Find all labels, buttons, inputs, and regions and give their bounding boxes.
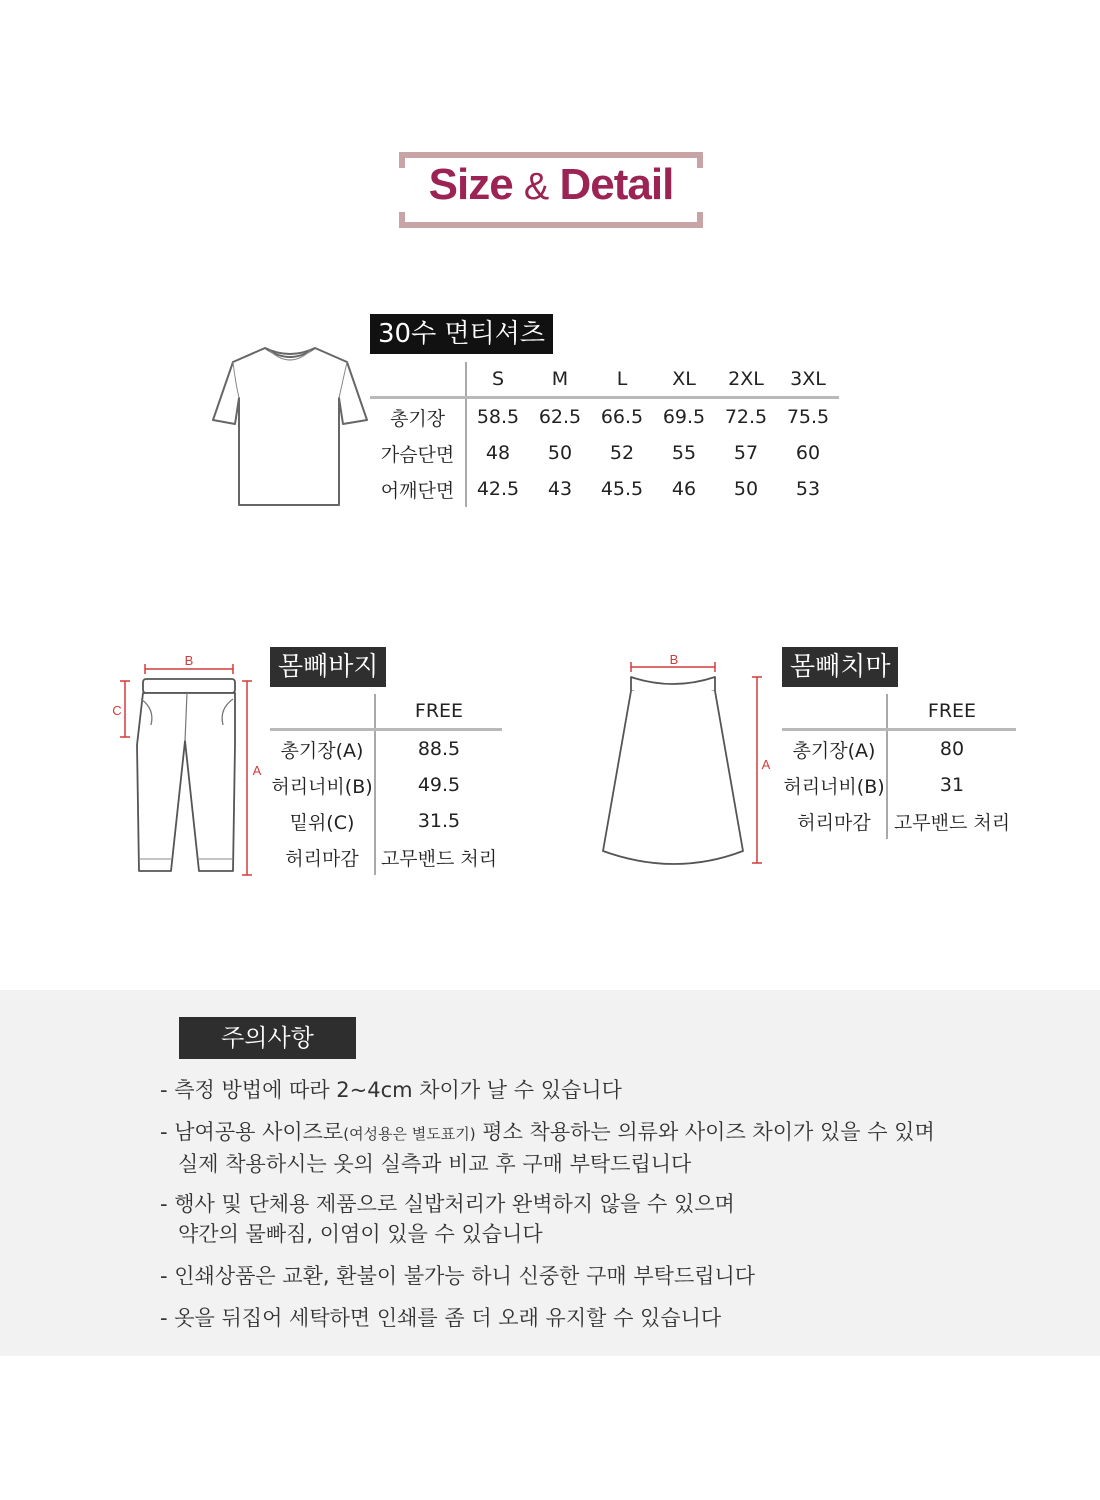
note-continuation: 약간의 물빠짐, 이염이 있을 수 있습니다 [178,1222,543,1246]
table-row [270,730,502,768]
skirt-title: 몸빼치마 [782,647,898,687]
table-row [782,730,1016,768]
table-header-row [782,694,1016,730]
table-cell: 66.5 [600,406,644,428]
table-header-cell: XL [653,362,715,398]
note-item [160,1261,755,1291]
title-word: Detail [559,160,674,209]
note-text: - 측정 방법에 따라 2~4cm 차이가 날 수 있습니다 [160,1078,622,1102]
table-cell: 80 [939,738,965,760]
table-header-row [270,694,502,730]
table-header-cell: L [591,362,653,398]
table-header-cell: 2XL [715,362,777,398]
title-word: Size [428,160,513,209]
table-corner-cell [270,694,375,730]
marker-b: B [669,652,679,667]
skirt-size-table [782,694,1016,839]
header-frame-corner [399,212,405,228]
marker-a: A [761,757,771,772]
table-header-cell: 3XL [777,362,839,398]
row-label: 총기장(A) [782,730,887,768]
table-cell: 58.5 [476,406,520,428]
table-row [370,471,839,507]
table-row [782,803,1016,839]
table-header-cell: FREE [375,694,502,730]
header-frame-corner [697,212,703,228]
tshirt-size-table [370,362,839,507]
table-cell: 49.5 [417,774,461,796]
pants-title: 몸빼바지 [270,647,386,687]
table-cell: 42.5 [476,478,520,500]
table-cell: 46 [671,478,697,500]
table-cell: 72.5 [724,406,768,428]
note-text: - 남여공용 사이즈로 [160,1120,344,1144]
row-label: 총기장(A) [270,730,375,768]
row-label: 어깨단면 [370,471,466,507]
note-item [160,1117,935,1179]
table-cell: 고무밴드 처리 [380,847,498,870]
table-cell: 62.5 [538,406,582,428]
note-text: - 옷을 뒤집어 세탁하면 인쇄를 좀 더 오래 유지할 수 있습니다 [160,1306,722,1330]
table-cell: 31.5 [417,810,461,832]
table-header-row [370,362,839,398]
row-label: 밑위(C) [270,803,375,839]
page-title [399,160,703,210]
table-corner-cell [782,694,887,730]
table-cell: 88.5 [417,738,461,760]
table-cell: 45.5 [600,478,644,500]
table-cell: 43 [547,478,573,500]
tshirt-title: 30수 면티셔츠 [370,314,553,354]
row-label: 허리마감 [782,803,887,839]
table-row [782,767,1016,803]
table-row [270,767,502,803]
note-text: - 인쇄상품은 교환, 환불이 불가능 하니 신중한 구매 부탁드립니다 [160,1264,756,1288]
table-cell: 55 [671,442,697,464]
row-label: 가슴단면 [370,435,466,471]
table-cell: 75.5 [786,406,830,428]
table-row [370,398,839,436]
notes-title: 주의사항 [179,1017,356,1059]
table-row [370,435,839,471]
tshirt-illustration [205,340,375,510]
table-cell: 48 [485,442,511,464]
header-frame-top [399,152,703,158]
marker-b: B [184,653,194,668]
table-cell: 31 [939,774,965,796]
row-label: 총기장 [370,398,466,436]
table-header-cell: S [466,362,529,398]
note-small-text: (여성용은 별도표기) [343,1125,476,1143]
header-frame-bottom [399,222,703,228]
table-cell: 50 [547,442,573,464]
note-item [160,1303,721,1333]
table-row [270,839,502,875]
row-label: 허리너비(B) [782,767,887,803]
table-cell: 고무밴드 처리 [893,811,1011,834]
skirt-illustration [595,645,780,875]
row-label: 허리마감 [270,839,375,875]
pants-size-table [270,694,502,875]
table-header-cell: FREE [887,694,1016,730]
note-text: 평소 착용하는 의류와 사이즈 차이가 있을 수 있며 [475,1120,935,1144]
table-corner-cell [370,362,466,398]
table-row [270,803,502,839]
table-header-cell: M [529,362,591,398]
table-cell: 52 [609,442,635,464]
table-cell: 69.5 [662,406,706,428]
section-header [399,152,703,228]
table-cell: 57 [733,442,759,464]
note-item [160,1075,622,1105]
pants-illustration [105,645,265,885]
table-cell: 60 [795,442,821,464]
row-label: 허리너비(B) [270,767,375,803]
note-item [160,1189,735,1249]
note-text: - 행사 및 단체용 제품으로 실밥처리가 완벽하지 않을 수 있으며 [160,1192,735,1216]
note-continuation: 실제 착용하시는 옷의 실측과 비교 후 구매 부탁드립니다 [178,1152,692,1176]
marker-c: C [112,703,122,718]
marker-a: A [252,763,262,778]
title-ampersand: & [523,166,549,208]
table-cell: 53 [795,478,821,500]
table-cell: 50 [733,478,759,500]
